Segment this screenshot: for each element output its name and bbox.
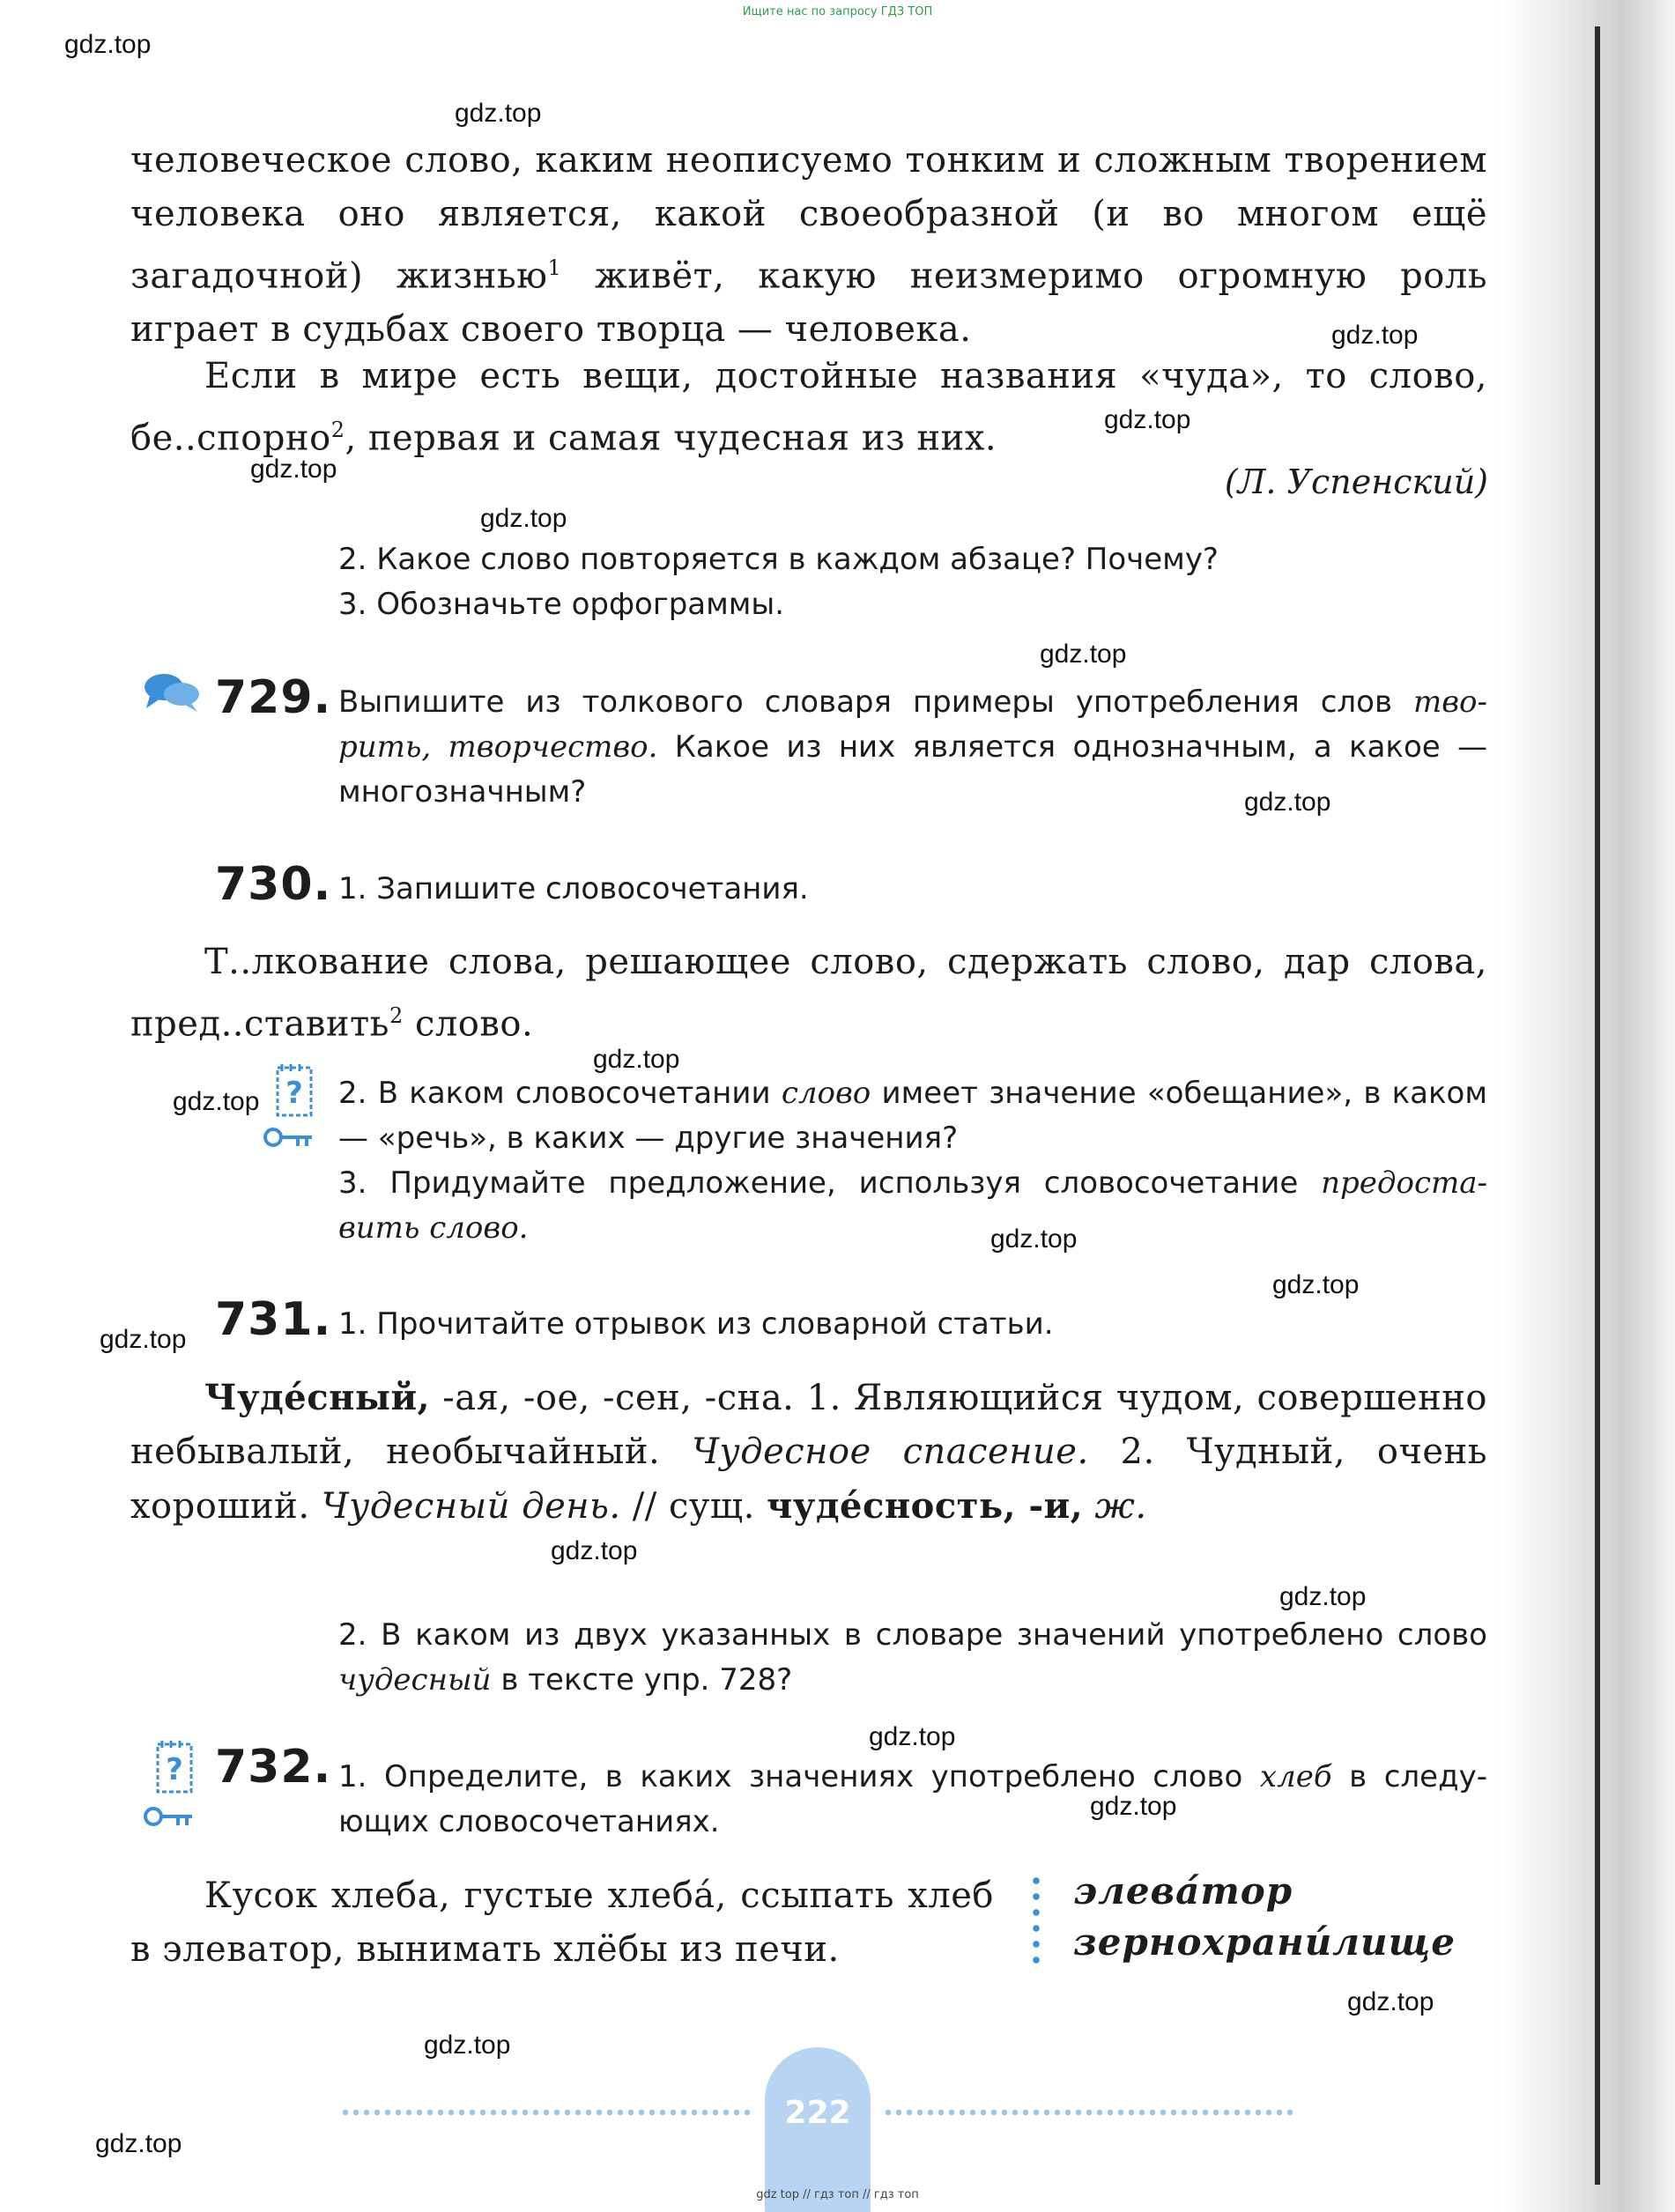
text-fragment: Т..лкование слова, решающее слово, сдержать слово, дар слова, пред..ставить — [130, 942, 1487, 1045]
text-728-paragraph-1 — [130, 134, 1487, 357]
text-fragment-italic: чудесный — [338, 1662, 492, 1698]
text-fragment: 2. В каком из двух указанных в словаре значений употреблено слово — [338, 1617, 1487, 1653]
entry-noun: чуде́сность, -и, — [767, 1485, 1084, 1527]
question-notebook-icon — [155, 1739, 194, 1794]
text-fragment-italic: ж. — [1083, 1486, 1147, 1527]
svg-text:?: ? — [166, 1752, 183, 1787]
book-spine-edge — [1595, 26, 1600, 2185]
question-notebook-icon — [275, 1062, 314, 1117]
exercise-number-729: 729. — [215, 671, 332, 724]
text-fragment: слово. — [403, 1003, 534, 1045]
text-fragment: Какое из них является однозначным, а какое — многозначным? — [338, 729, 1487, 810]
text-728-paragraph-2 — [130, 350, 1487, 465]
text-fragment-italic: Чудесное спасение. — [692, 1432, 1089, 1472]
text-fragment: имеет значение «обещание», в каком — «речь», в каких — другие значения? — [338, 1076, 1488, 1156]
bottom-banner: gdz top // гдз топ // гдз топ — [756, 2188, 919, 2201]
footnote-mark: 2 — [389, 1003, 404, 1028]
exercise-731-task-2 — [338, 1613, 1487, 1703]
watermark: gdz.top — [424, 2031, 511, 2060]
text-728-task-3: 3. Обозначьте орфограммы. — [338, 587, 785, 622]
exercise-732-task-1 — [338, 1755, 1487, 1845]
key-icon — [143, 1803, 196, 1830]
watermark: gdz.top — [250, 455, 337, 484]
dictionary-entry — [130, 1371, 1487, 1534]
svg-text:?: ? — [285, 1076, 303, 1111]
exercise-730-task-3 — [338, 1161, 1487, 1251]
watermark: gdz.top — [1272, 1270, 1360, 1299]
watermark: gdz.top — [869, 1722, 956, 1751]
watermark: gdz.top — [100, 1325, 187, 1354]
text-fragment-italic: слово — [781, 1076, 871, 1111]
exercise-732-phrases: Кусок хлеба, густые хлеба́, ссыпать хлеб в элеватор, вынимать хлёбы из печи. — [130, 1875, 994, 1970]
entry-headword: Чуде́сный, — [204, 1377, 431, 1418]
footnote-mark: 2 — [330, 418, 345, 442]
exercise-731-task-1: 1. Прочитайте отрывок из словарной статьи. — [338, 1306, 1054, 1342]
text-fragment: // сущ. — [620, 1486, 767, 1527]
book-spine-shadow — [1498, 0, 1675, 2212]
text-fragment: в следующих словосочетаниях. — [338, 1759, 1488, 1839]
watermark: gdz.top — [480, 504, 567, 533]
text-fragment: живёт, какую неизмеримо огромную роль играет в судьбах своего творца — человека. — [130, 255, 1488, 351]
vocabulary-word-granary: зернохрани́лище — [1073, 1920, 1456, 1964]
text-fragment: , первая и самая чудесная из них. — [345, 418, 997, 459]
footer-dots-left — [340, 2109, 752, 2116]
text-fragment: в тексте упр. 728? — [491, 1662, 793, 1698]
text-fragment-italic: Чудесный день. — [321, 1486, 621, 1527]
text-fragment-italic: предоставить слово. — [338, 1165, 1487, 1246]
text-fragment: 2. Чудный, очень хороший. — [130, 1432, 1488, 1527]
watermark: gdz.top — [1347, 1987, 1434, 2016]
text-fragment-italic: хлеб — [1259, 1759, 1332, 1794]
watermark: gdz.top — [64, 30, 152, 59]
watermark: gdz.top — [455, 99, 542, 128]
text-fragment-italic: творить, творчество. — [338, 684, 1487, 765]
watermark: gdz.top — [95, 2129, 182, 2158]
text-fragment: человеческое слово, каким неописуемо тонким и сложным творением человека оно является, какой своеобразной (и во многом ещё загадочной) жизнью — [130, 140, 1487, 297]
text-author: (Л. Успенский) — [1224, 462, 1488, 501]
text-fragment: Выпишите из толкового словаря примеры употребления слов — [338, 684, 1413, 720]
text-fragment: 3. Придумайте предложение, используя словосочетание — [338, 1165, 1322, 1201]
exercise-number-731: 731. — [215, 1293, 332, 1346]
watermark: gdz.top — [1279, 1582, 1367, 1611]
watermark: gdz.top — [1090, 1792, 1177, 1821]
exercise-730-phrases — [130, 936, 1487, 1051]
text-fragment: Если в мире есть вещи, достойные названия «чуда», то слово, бе..спорно — [130, 356, 1487, 459]
text-fragment: 1. Определите, в каких значениях употреблено слово — [338, 1759, 1260, 1794]
watermark: gdz.top — [990, 1224, 1078, 1254]
watermark: gdz.top — [173, 1087, 260, 1116]
watermark: gdz.top — [551, 1536, 638, 1565]
text-fragment: 2. В каком словосочетании — [338, 1076, 782, 1111]
exercise-730-task-2 — [338, 1071, 1487, 1161]
text-728-task-2: 2. Какое слово повторяется в каждом абзаце? Почему? — [338, 542, 1219, 577]
watermark: gdz.top — [1040, 640, 1127, 669]
watermark: gdz.top — [1104, 405, 1191, 434]
speech-bubbles-icon — [143, 670, 201, 714]
vocabulary-word-elevator: элева́тор — [1073, 1869, 1293, 1912]
exercise-number-730: 730. — [215, 858, 332, 911]
key-icon — [263, 1124, 315, 1150]
vocabulary-divider — [1033, 1873, 1040, 1970]
top-banner: Ищите нас по запросу ГДЗ ТОП — [742, 5, 933, 18]
page-number: 222 — [765, 2047, 871, 2212]
footnote-mark: 1 — [547, 255, 562, 280]
watermark: gdz.top — [1244, 788, 1331, 817]
footer-dots-right — [883, 2109, 1295, 2116]
watermark: gdz.top — [593, 1045, 680, 1074]
text-fragment: -ая, -ое, -сен, -сна. 1. Являющийся чудом, совершенно небывалый, необычайный. — [130, 1378, 1487, 1472]
exercise-730-task-1: 1. Запишите словосочетания. — [338, 871, 809, 906]
exercise-729-task — [338, 680, 1487, 815]
watermark: gdz.top — [1331, 321, 1419, 350]
exercise-number-732: 732. — [215, 1741, 332, 1794]
